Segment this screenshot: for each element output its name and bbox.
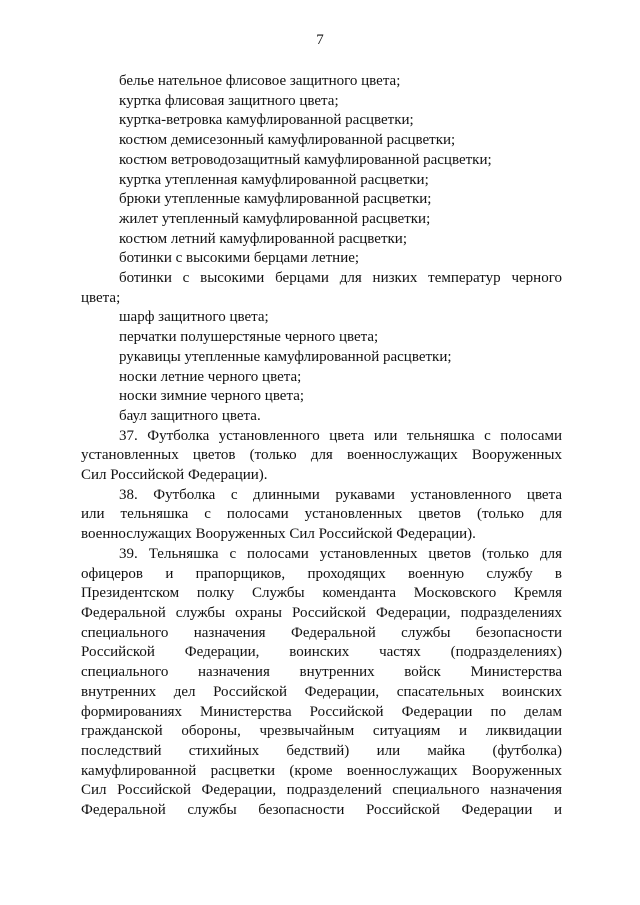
page-number: 7 [316, 32, 324, 48]
text-line: рукавицы утепленные камуфлированной расцветки; [119, 348, 452, 365]
text-line: или тельняшка с полосами установленных цветов (только для [81, 506, 562, 523]
text-line: Сил Российской Федерации, подразделений специального назначения [81, 782, 562, 799]
text-line: носки зимние черного цвета; [119, 388, 305, 405]
text-line: ботинки с высокими берцами для низких температур черного [119, 270, 562, 287]
text-line: костюм ветроводозащитный камуфлированной расцветки; [119, 151, 492, 168]
text-line: носки летние черного цвета; [119, 368, 302, 385]
text-line: шарф защитного цвета; [119, 309, 269, 326]
text-line: перчатки полушерстяные черного цвета; [119, 329, 379, 346]
text-line: последствий стихийных бедствий) или майка (футболка) [81, 742, 562, 759]
text-line: 38. Футболка с длинными рукавами установленного цвета [119, 486, 562, 503]
document-body [81, 72, 562, 821]
text-line: формированиях Министерства Российской Федерации по делам [81, 703, 562, 720]
text-line: Сил Российской Федерации). [81, 467, 268, 484]
text-line: ботинки с высокими берцами летние; [119, 250, 360, 267]
text-line: Федеральной службы безопасности Российской Федерации и [81, 802, 562, 819]
text-line: куртка утепленная камуфлированной расцветки; [119, 171, 429, 188]
text-line: жилет утепленный камуфлированной расцветки; [119, 210, 431, 227]
text-line: специального назначения Федеральной службы безопасности [81, 624, 562, 641]
text-line: Федеральной службы охраны Российской Федерации, подразделениях [81, 604, 562, 621]
text-line: 39. Тельняшка с полосами установленных цветов (только для [119, 545, 562, 562]
text-line: установленных цветов (только для военнослужащих Вооруженных [81, 447, 562, 464]
text-line: белье нательное флисовое защитного цвета; [119, 73, 401, 89]
text-line: куртка-ветровка камуфлированной расцветки; [119, 112, 414, 129]
text-line: Российской Федерации, воинских частях (подразделениях) [81, 644, 562, 661]
text-line: офицеров и прапорщиков, проходящих военную службу в [81, 565, 562, 582]
text-line: военнослужащих Вооруженных Сил Российской Федерации). [81, 526, 476, 543]
text-line: 37. Футболка установленного цвета или тельняшка с полосами [119, 427, 562, 444]
text-line: специального назначения внутренних войск Министерства [81, 664, 562, 681]
text-line: брюки утепленные камуфлированной расцветки; [119, 191, 432, 208]
text-line: камуфлированной расцветки (кроме военнослужащих Вооруженных [81, 762, 562, 779]
text-line: баул защитного цвета. [119, 407, 261, 424]
text-line: костюм демисезонный камуфлированной расцветки; [119, 132, 456, 149]
text-line: куртка флисовая защитного цвета; [119, 92, 339, 109]
text-line: внутренних дел Российской Федерации, спасательных воинских [81, 683, 562, 700]
text-line: цвета; [81, 289, 121, 306]
text-line: гражданской обороны, чрезвычайным ситуациям и ликвидации [81, 723, 562, 740]
text-line: Президентском полку Службы коменданта Московского Кремля [81, 585, 562, 602]
text-line: костюм летний камуфлированной расцветки; [119, 230, 407, 247]
